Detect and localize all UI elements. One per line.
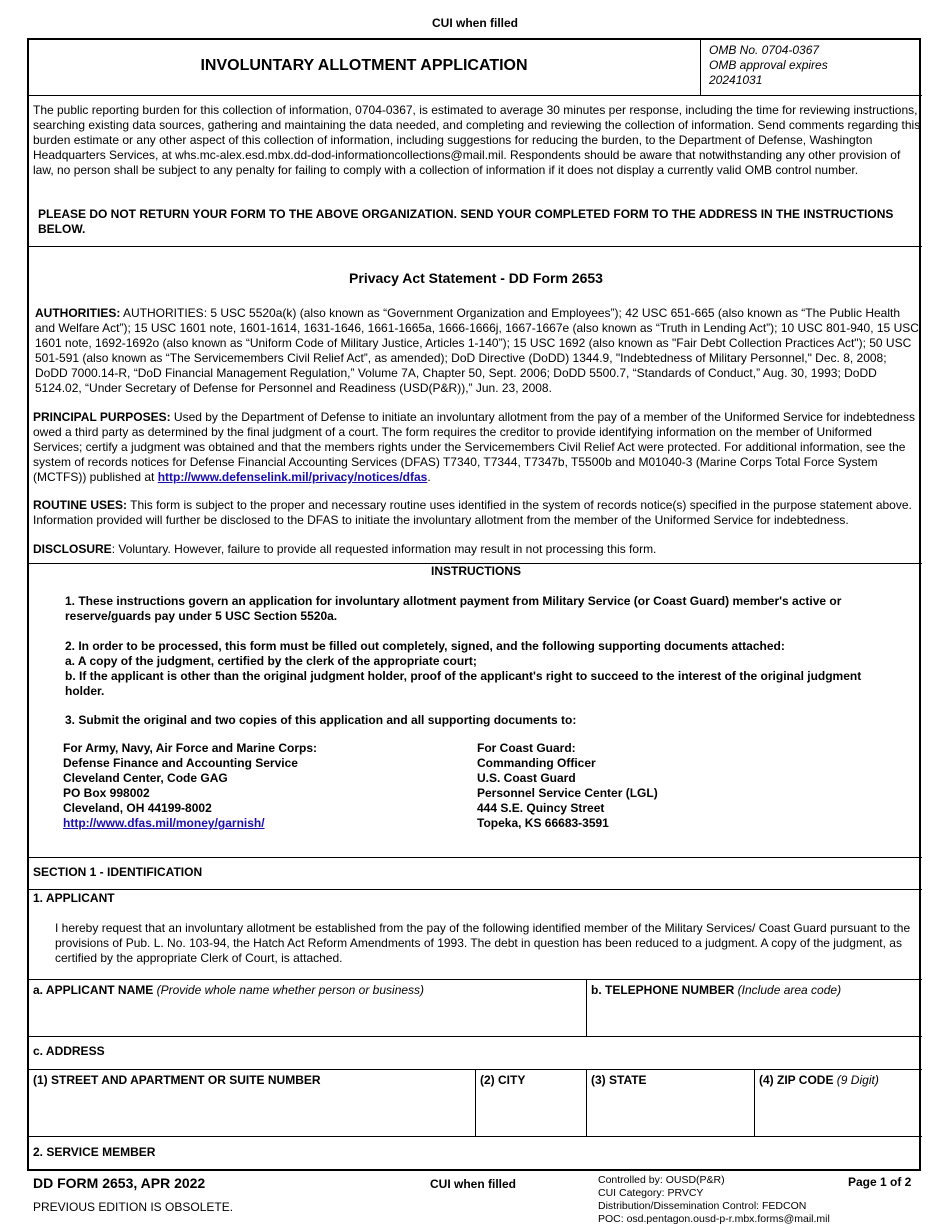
- service-member-heading: 2. SERVICE MEMBER: [33, 1145, 156, 1159]
- instruction-1: 1. These instructions govern an application for involuntary allotment payment from Military Service (or Coast Guard) member's active or reserve/guards pay under 5 USC Section 5520a.: [65, 594, 842, 623]
- disclosure-paragraph: [33, 542, 921, 557]
- instruction-3: 3. Submit the original and two copies of this application and all supporting documents to:: [65, 713, 577, 727]
- address-line: Commanding Officer: [477, 756, 596, 770]
- disclosure-label: DISCLOSURE: [33, 542, 112, 556]
- telephone-label: [591, 983, 841, 997]
- telephone-label-text: b. TELEPHONE NUMBER: [591, 983, 735, 997]
- zip-label: [759, 1073, 879, 1087]
- purposes-paragraph: [33, 410, 921, 485]
- address-coast-guard: [477, 741, 877, 831]
- omb-date: 20241031: [709, 73, 763, 87]
- page-number: Page 1 of 2: [848, 1175, 912, 1189]
- address-line: For Army, Navy, Air Force and Marine Corps:: [63, 741, 318, 755]
- column-divider: [586, 979, 587, 1036]
- address-line: Personnel Service Center (LGL): [477, 786, 658, 800]
- return-notice: PLEASE DO NOT RETURN YOUR FORM TO THE ABOVE ORGANIZATION. SEND YOUR COMPLETED FORM TO THE ADDRESS IN THE INSTRUCTIONS BELOW.: [38, 207, 894, 236]
- address-heading: c. ADDRESS: [33, 1044, 105, 1058]
- applicant-name-label-text: a. APPLICANT NAME: [33, 983, 154, 997]
- column-divider: [475, 1069, 476, 1136]
- divider: [28, 1036, 922, 1037]
- distribution-control: Distribution/Dissemination Control: FEDCON: [598, 1200, 807, 1212]
- divider: [28, 857, 922, 858]
- address-line: U.S. Coast Guard: [477, 771, 576, 785]
- poc-email: POC: osd.pentagon.ousd-p-r.mbx.forms@mail.mil: [598, 1213, 830, 1225]
- authorities-label: AUTHORITIES:: [35, 306, 121, 320]
- instruction-2b: b. If the applicant is other than the original judgment holder, proof of the applicant's right to succeed to the interest of the original judgment holder.: [65, 669, 862, 698]
- authorities-text: AUTHORITIES: 5 USC 5520a(k) (also known as “Government Organization and Employees”); 42 USC 651-665 (also known as “The Public Health and Welfare Act”); 15 USC 1601 note, 1601-1614, 1631-1646, 1661-1665a, 1666-1666j, 1667-1667e (also known as “Truth in Lending Act”); 10 USC 801-940, 15 USC 1601 note, 1692-1692o (also known as “Uniform Code of Military Justice, Articles 1-140”); 15 USC 1692 (also known as "Fair Debt Collection Practices Act"); 50 USC 501-591 (also known as “The Servicemembers Civil Relief Act”, as amended); DoD Directive (DoDD) 1344.9, "Indebtedness of Military Personnel," Dec. 8, 2008; DoDD 7000.14-R, “DoD Financial Management Regulation,” Volume 7A, Chapter 50, Sept. 2006; DoDD 5500.7, “Standards of Conduct,” Aug. 30, 1993; DoDD 5124.02, “Under Secretary of Defense for Personnel and Readiness (USD(P&R)),” Jun. 23, 2008.: [35, 306, 919, 395]
- divider: [28, 1136, 922, 1137]
- instruction-2a: a. A copy of the judgment, certified by the clerk of the appropriate court;: [65, 654, 477, 668]
- cui-footer: CUI when filled: [430, 1177, 517, 1191]
- applicant-heading: 1. APPLICANT: [33, 891, 115, 905]
- address-line: Defense Finance and Accounting Service: [63, 756, 298, 770]
- privacy-title: Privacy Act Statement - DD Form 2653: [349, 270, 603, 286]
- routine-uses-paragraph: [33, 498, 921, 528]
- telephone-hint: (Include area code): [734, 983, 842, 997]
- omb-block: [709, 43, 828, 88]
- zip-field[interactable]: [759, 1091, 917, 1135]
- cui-designation: [598, 1174, 830, 1226]
- divider: [28, 95, 922, 96]
- applicant-statement: I hereby request that an involuntary allotment be established from the pay of the following identified member of the Military Services/ Coast Guard pursuant to the provisions of Pub. L. No. 103-94, the Hatch Act Reform Amendments of 1993. The debt in question has been reduced to a judgment. A copy of the judgment, as certified by the appropriate Clerk of Court, is attached.: [55, 921, 911, 965]
- zip-label-text: (4) ZIP CODE: [759, 1073, 834, 1087]
- instructions-title: INSTRUCTIONS: [431, 564, 521, 578]
- controlled-by: Controlled by: OUSD(P&R): [598, 1174, 725, 1186]
- form-title: INVOLUNTARY ALLOTMENT APPLICATION: [200, 57, 528, 74]
- column-divider: [586, 1069, 587, 1136]
- address-line: 444 S.E. Quincy Street: [477, 801, 605, 815]
- title-divider: [700, 39, 701, 95]
- cui-category: CUI Category: PRVCY: [598, 1187, 704, 1199]
- city-label: (2) CITY: [480, 1073, 526, 1087]
- omb-number: OMB No. 0704-0367: [709, 43, 820, 57]
- applicant-name-field[interactable]: [33, 1001, 583, 1033]
- routine-label: ROUTINE USES:: [33, 498, 128, 512]
- dfas-garnish-link[interactable]: http://www.dfas.mil/money/garnish/: [63, 816, 265, 830]
- purposes-text: Used by the Department of Defense to initiate an involuntary allotment from the pay of a member of the Uniformed Service for indebtedness owed a third party as determined by the final judgment of a court. The form requires the creditor to provide identifying information on the member of Uniformed Services; certify a judgment was obtained and that the members rights under the Servicemembers Civil Relief Act were protected. For additional information, see the system of records notices for Defense Financial Accounting Services (DFAS) T7340, T7344, T7347b, T5500b and M01040-3 (Marine Corps Total Force System (MCTFS)) published at: [33, 410, 915, 484]
- cui-header: CUI when filled: [431, 16, 518, 30]
- instruction-2: [65, 639, 895, 699]
- applicant-name-label: [33, 983, 424, 997]
- disclosure-text: : Voluntary. However, failure to provide all requested information may result in not processing this form.: [111, 542, 657, 556]
- address-line: Cleveland Center, Code GAG: [63, 771, 228, 785]
- instruction-2-text: 2. In order to be processed, this form must be filled out completely, signed, and the following supporting documents attached:: [65, 639, 785, 653]
- authorities-paragraph: [35, 306, 921, 396]
- telephone-field[interactable]: [591, 1001, 916, 1033]
- address-line: Cleveland, OH 44199-8002: [63, 801, 212, 815]
- applicant-name-hint: (Provide whole name whether person or business): [153, 983, 425, 997]
- zip-hint: (9 Digit): [833, 1073, 879, 1087]
- address-line: Topeka, KS 66683-3591: [477, 816, 609, 830]
- state-field[interactable]: [591, 1091, 751, 1135]
- divider: [28, 979, 922, 980]
- section-1-title: SECTION 1 - IDENTIFICATION: [33, 865, 203, 879]
- city-field[interactable]: [480, 1091, 582, 1135]
- state-label: (3) STATE: [591, 1073, 647, 1087]
- street-label: (1) STREET AND APARTMENT OR SUITE NUMBER: [33, 1073, 321, 1087]
- address-line: For Coast Guard:: [477, 741, 576, 755]
- address-army-navy: [63, 741, 463, 831]
- street-field[interactable]: [33, 1091, 471, 1135]
- column-divider: [754, 1069, 755, 1136]
- burden-statement: The public reporting burden for this collection of information, 0704-0367, is estimated to average 30 minutes per response, including the time for reviewing instructions, searching existing data sources, gathering and maintaining the data needed, and completing and reviewing the collection of information. Send comments regarding this burden estimate or any other aspect of this collection of information, including suggestions for reducing the burden, to the Department of Defense, Washington Headquarters Services, at whs.mc-alex.esd.mbx.dd-dod-informationcollections@mail.mil. Respondents should be aware that notwithstanding any other provision of law, no person shall be subject to any penalty for failing to comply with a collection of information if it does not display a currently valid OMB control number.: [33, 103, 921, 177]
- dfas-privacy-link[interactable]: http://www.defenselink.mil/privacy/notices/dfas: [157, 470, 428, 484]
- divider: [28, 889, 922, 890]
- form-identifier: DD FORM 2653, APR 2022: [33, 1175, 206, 1191]
- omb-approval: OMB approval expires: [709, 58, 828, 72]
- divider: [28, 246, 922, 247]
- purposes-label: PRINCIPAL PURPOSES:: [33, 410, 171, 424]
- address-line: PO Box 998002: [63, 786, 150, 800]
- purposes-end: .: [427, 470, 431, 484]
- obsolete-notice: PREVIOUS EDITION IS OBSOLETE.: [33, 1200, 234, 1214]
- routine-text: This form is subject to the proper and necessary routine uses identified in the system of records notice(s) specified in the purpose statement above. Information provided will further be disclosed to the DFAS to initiate the involuntary allotment from the member of the Uniformed Service for indebtedness.: [33, 498, 912, 527]
